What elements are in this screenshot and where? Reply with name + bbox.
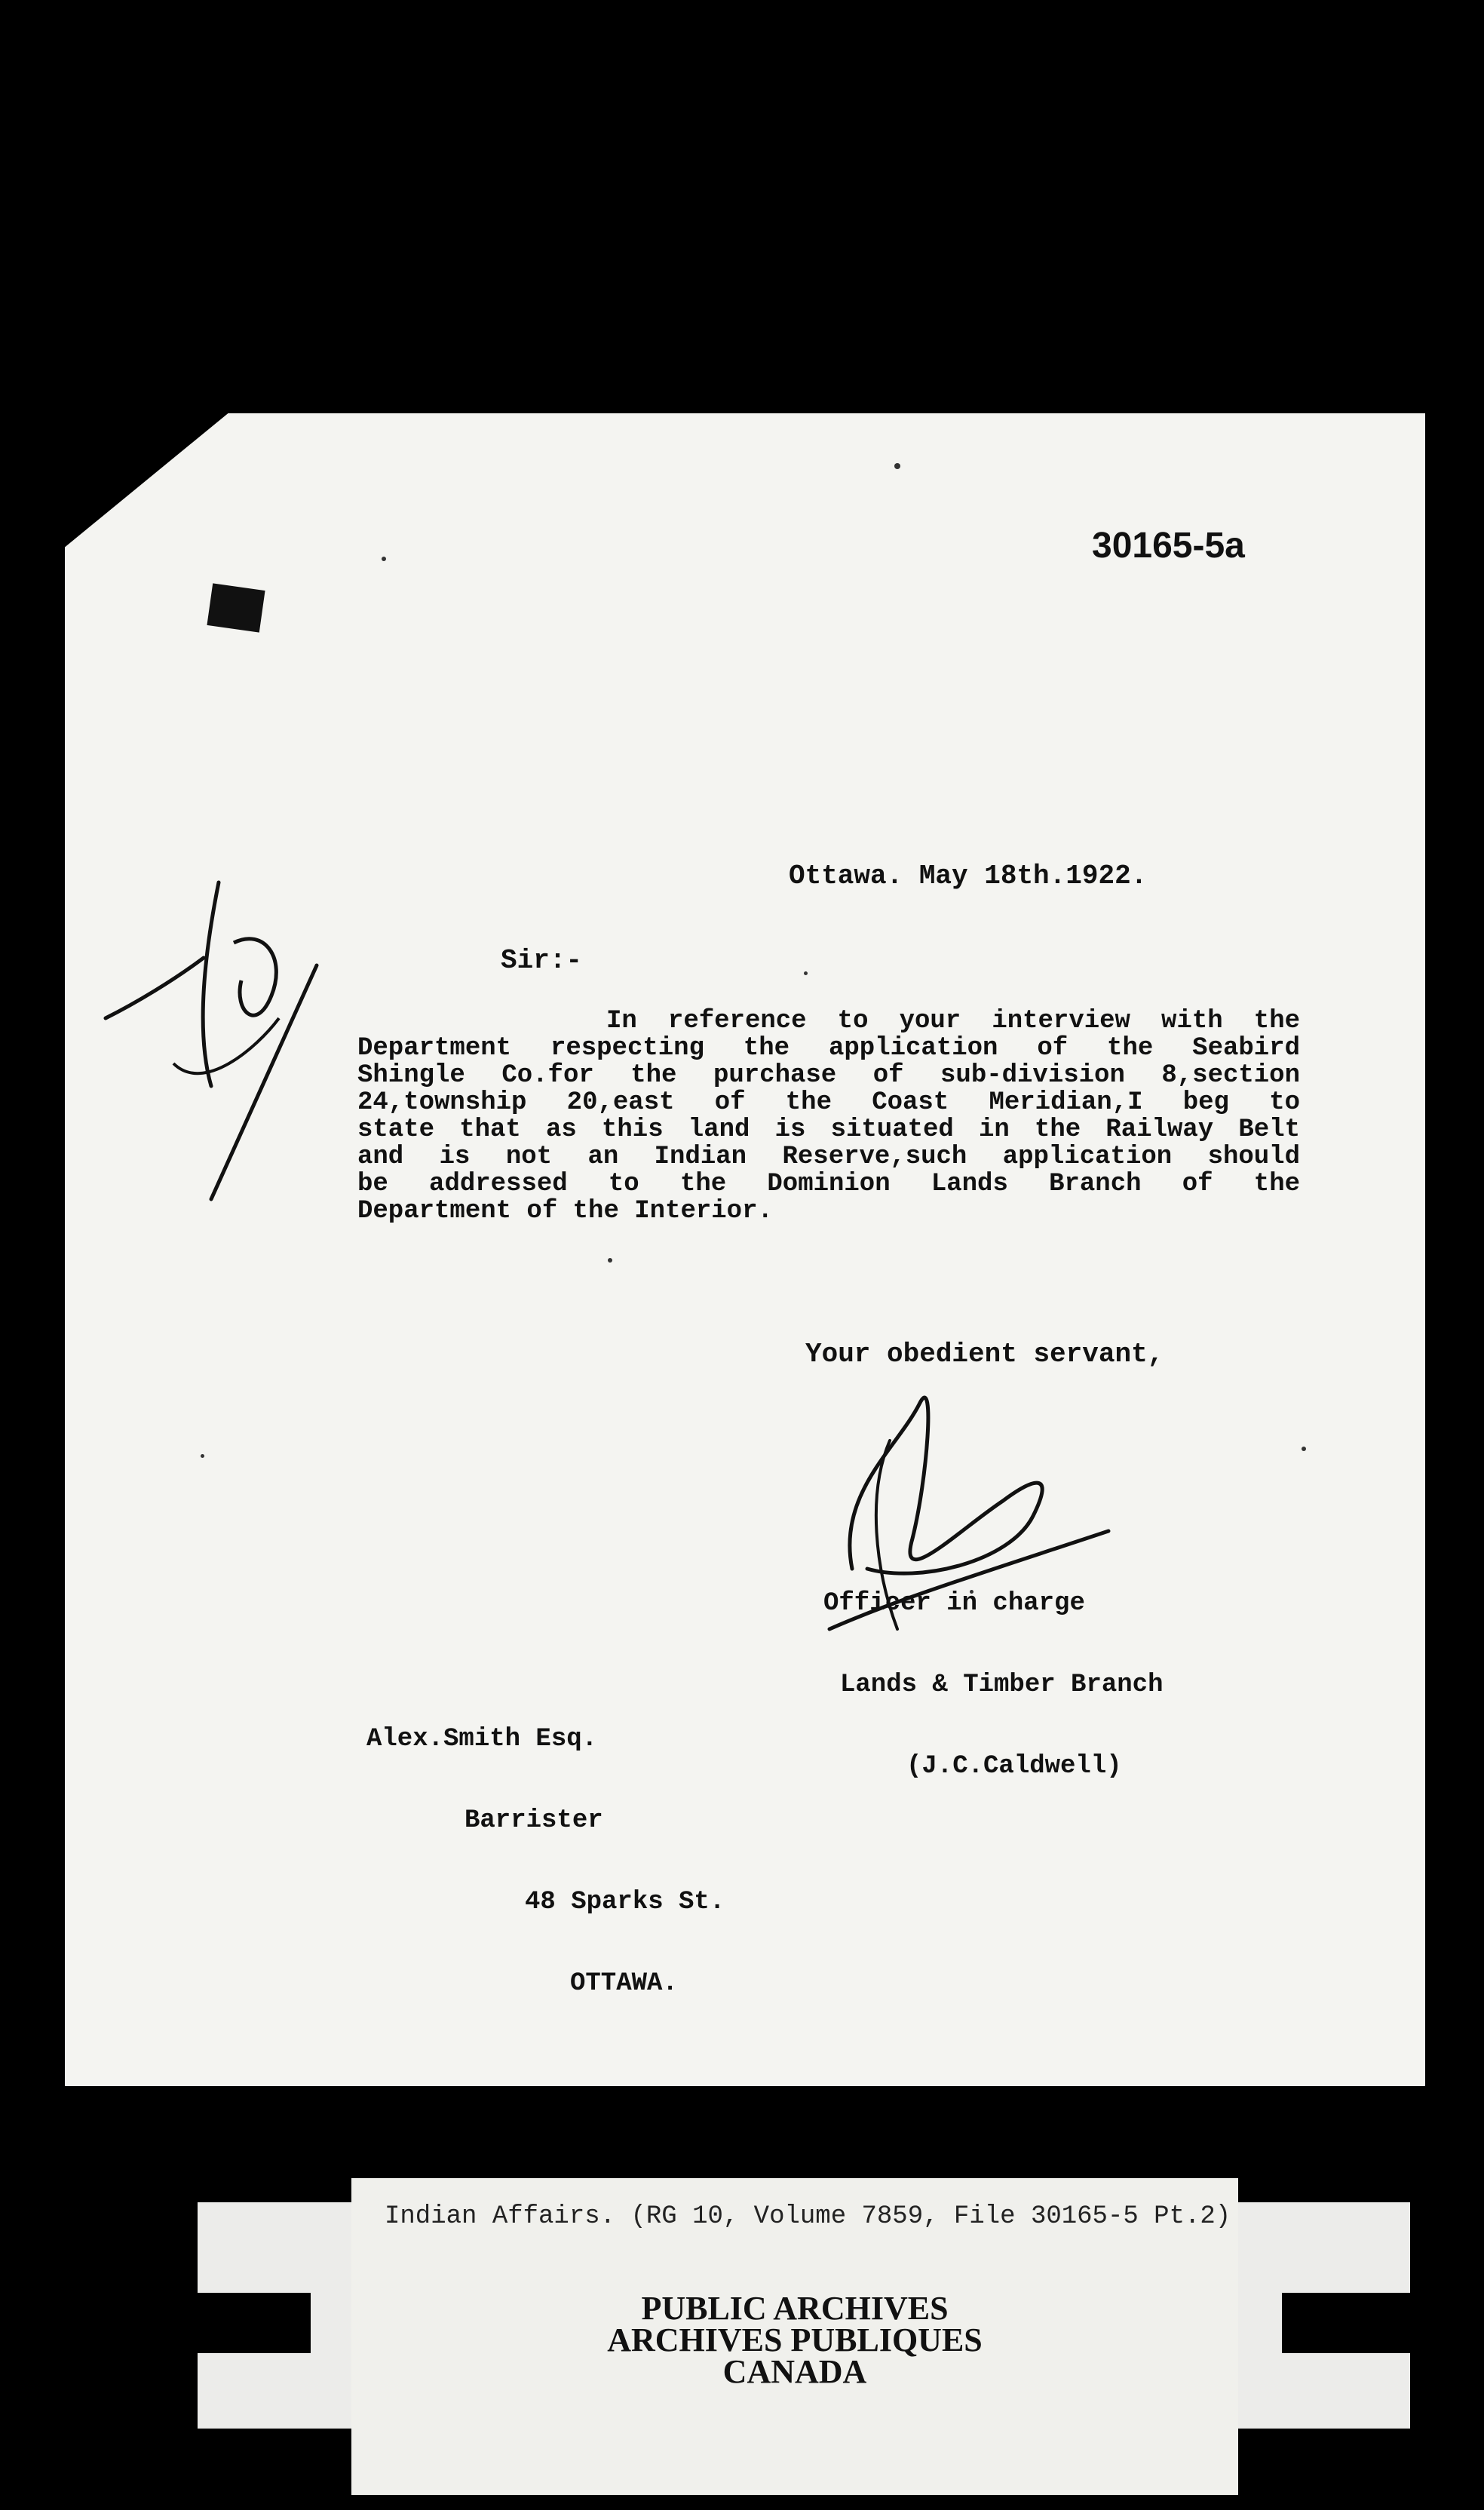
recipient-address bbox=[366, 1671, 725, 2024]
archive-line: PUBLIC ARCHIVES bbox=[641, 2290, 949, 2327]
archive-reference: Indian Affairs. (RG 10, Volume 7859, File 30165-5 Pt.2) bbox=[385, 2202, 1231, 2231]
body-line: In reference to your interview with the bbox=[606, 1007, 1300, 1036]
archive-stamp bbox=[351, 2290, 1238, 2390]
address-line: 48 Sparks St. bbox=[525, 1888, 725, 1916]
label-notch-left bbox=[198, 2293, 311, 2353]
signature-title: Officer in charge bbox=[823, 1589, 1085, 1618]
archive-line: CANADA bbox=[722, 2353, 867, 2390]
address-line: Alex.Smith Esq. bbox=[366, 1725, 598, 1754]
file-number: 30165-5a bbox=[1092, 526, 1245, 566]
body-line: 24,township 20,east of the Coast Meridian,I beg to bbox=[357, 1088, 1300, 1117]
body-line: Department of the Interior. bbox=[357, 1197, 773, 1226]
margin-handwritten-mark bbox=[90, 867, 332, 1214]
document-page bbox=[65, 413, 1425, 2086]
signature-name: (J.C.Caldwell) bbox=[906, 1752, 1122, 1781]
letter-body bbox=[357, 1008, 1300, 1225]
salutation: Sir:- bbox=[501, 945, 583, 976]
body-line: Shingle Co.for the purchase of sub-division 8,section bbox=[357, 1061, 1300, 1090]
address-line: OTTAWA. bbox=[570, 1969, 678, 1998]
address-line: Barrister bbox=[465, 1806, 603, 1835]
archive-line: ARCHIVES PUBLIQUES bbox=[607, 2321, 983, 2358]
body-line: and is not an Indian Reserve,such application should bbox=[357, 1143, 1300, 1171]
paper-tab-mark bbox=[207, 583, 265, 632]
body-line: Department respecting the application of the Seabird bbox=[357, 1034, 1300, 1063]
signature-block bbox=[823, 1536, 1163, 1807]
date-line: Ottawa. May 18th.1922. bbox=[789, 861, 1148, 891]
body-line: be addressed to the Dominion Lands Branch of the bbox=[357, 1170, 1300, 1198]
closing: Your obedient servant, bbox=[805, 1339, 1164, 1370]
label-notch-right bbox=[1282, 2293, 1410, 2353]
body-line: state that as this land is situated in the Railway Belt bbox=[357, 1115, 1300, 1144]
signature-branch: Lands & Timber Branch bbox=[840, 1671, 1164, 1699]
